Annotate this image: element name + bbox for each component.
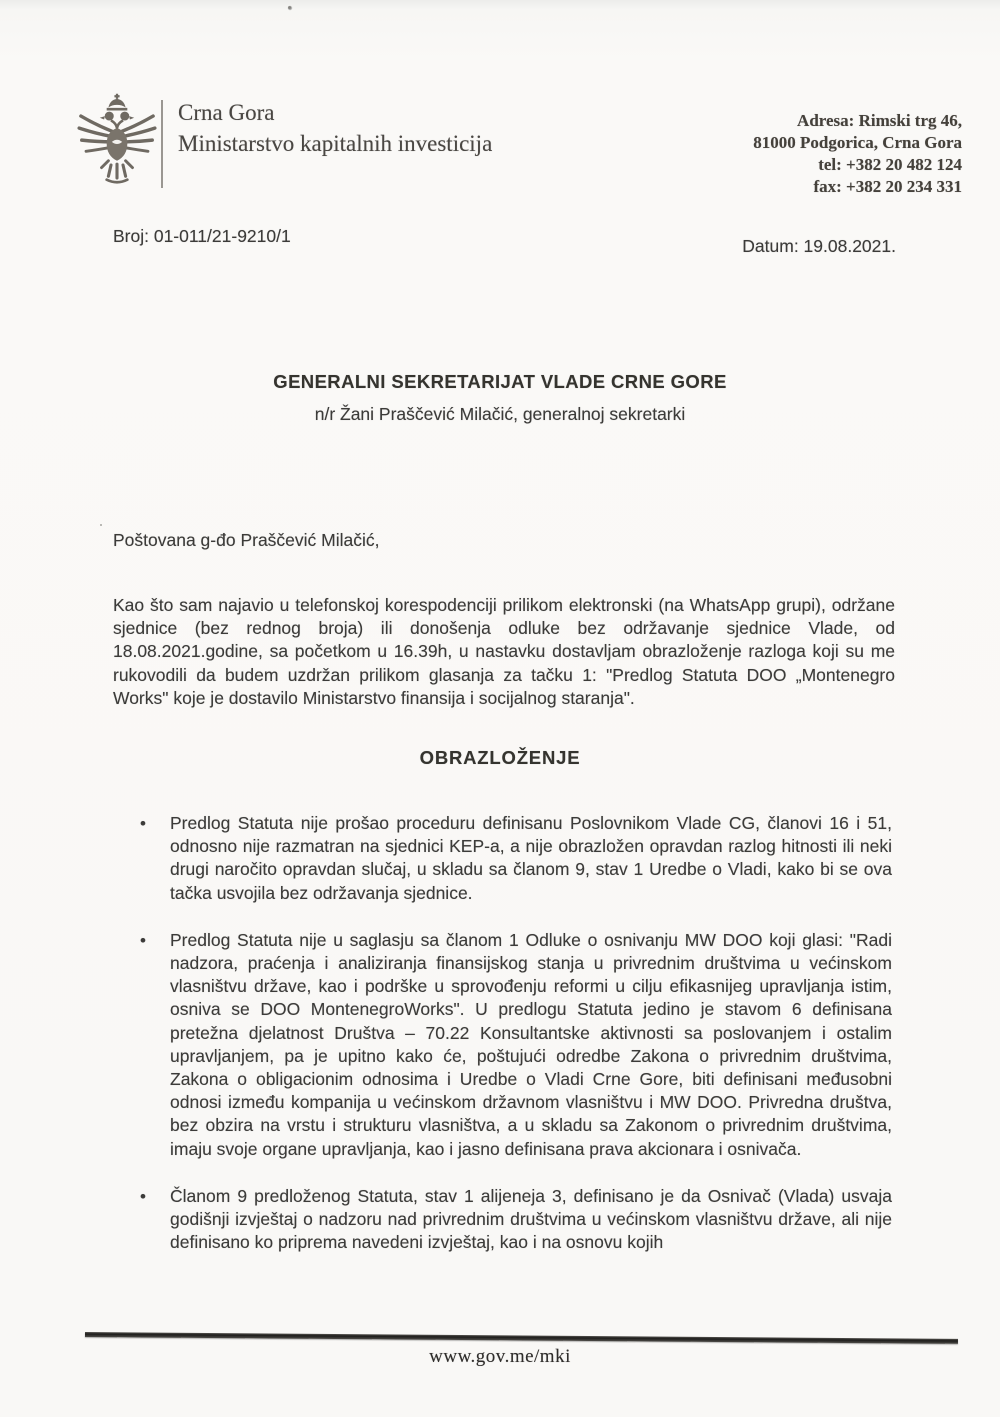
montenegro-coat-of-arms-icon [74, 92, 160, 195]
recipient-title: GENERALNI SEKRETARIJAT VLADE CRNE GORE [273, 371, 727, 392]
scan-speck [100, 524, 102, 526]
footer-rule [85, 1332, 958, 1344]
header-divider [161, 100, 163, 188]
footer-url: www.gov.me/mki [429, 1346, 571, 1367]
ministry-name: Ministarstvo kapitalnih investicija [178, 131, 493, 156]
address-line: 81000 Podgorica, Crna Gora [753, 133, 962, 152]
recipient-attention: n/r Žani Praščević Milačić, generalnoj sekretarki [314, 404, 686, 424]
address-line: fax: +382 20 234 331 [813, 177, 962, 196]
bullet-list [140, 812, 892, 1278]
bullet-item: • Članom 9 predloženog Statuta, stav 1 alijeneja 3, definisano je da Osnivač (Vlada) usvaja godišnji izvještaj o nadzoru nad privrednim društvima u većinskom vlasništvu države, ali nije definisano ko priprema navedeni izvještaj, kao i na osnovu kojih [140, 1185, 892, 1255]
address-block [753, 110, 962, 198]
ministry-block [178, 97, 492, 159]
country-name: Crna Gora [178, 100, 275, 125]
address-line: Adresa: Rimski trg 46, [797, 111, 962, 130]
salutation: Poštovana g-đo Praščević Milačić, [113, 530, 380, 550]
bullet-item: • Predlog Statuta nije prošao proceduru definisanu Poslovnikom Vlade CG, članovi 16 i 51, odnosno nije razmatran na sjednici KEP-a, a nije obrazložen opravdan razlog hitnosti ili neki drugi naročito opravdan slučaj, u skladu sa članom 9, stav 1 Uredbe o Vladi, kako bi se ova tačka usvojila bez održavanja sjednice. [140, 812, 892, 905]
section-heading: OBRAZLOŽENJE [419, 747, 581, 768]
document-date: Datum: 19.08.2021. [742, 236, 896, 256]
document-number: Broj: 01-011/21-9210/1 [113, 226, 291, 246]
scan-speck [288, 6, 291, 9]
address-line: tel: +382 20 482 124 [818, 155, 962, 174]
intro-paragraph: Kao što sam najavio u telefonskoj korespodenciji prilikom elektronski (na WhatsApp grupi), održane sjednice (bez rednog broja) ili donošenja odluke bez održavanje sjednice Vlade, od 18.08.2021.godine, sa početkom u 16.39h, u nastavku dostavljam obrazloženje razloga koji su me rukovodili da budem uzdržan prilikom glasanja za tačku 1: "Predlog Statuta DOO „Montenegro Works" koje je dostavilo Ministarstvo finansija i socijalnog staranja". [113, 595, 895, 708]
bullet-item: • Predlog Statuta nije u saglasju sa članom 1 Odluke o osnivanju MW DOO koji glasi: "Radi nadzora, praćenja i analiziranja finansijskog stanja u privrednim društvima u većinskom vlasništvu države, kao i podrške u sprovođenju reformi u cilju efikasnijeg upravljanja istim, osniva se DOO MontenegroWorks". U predlogu Statuta jedino je stavom 6 definisana pretežna djelatnost Društva – 70.22 Konsultantske aktivnosti sa poslovanjem i ostalim upravljanjem, pa je upitno kako će, poštujući odredbe Zakona o privrednim društvima, Zakona o obligacionim odnosima i Uredbe o Vladi Crne Gore, biti definisani međusobni odnosi između kompanija u većinskom državnom vlasništvu i MW DOO. Privredna društva, bez obzira na vrstu i strukturu vlasništva, a u skladu sa Zakonom o privrednim društvima, imaju svoje organe upravljanja, kao i jasno definisana prava akcionara i osnivača. [140, 929, 892, 1161]
